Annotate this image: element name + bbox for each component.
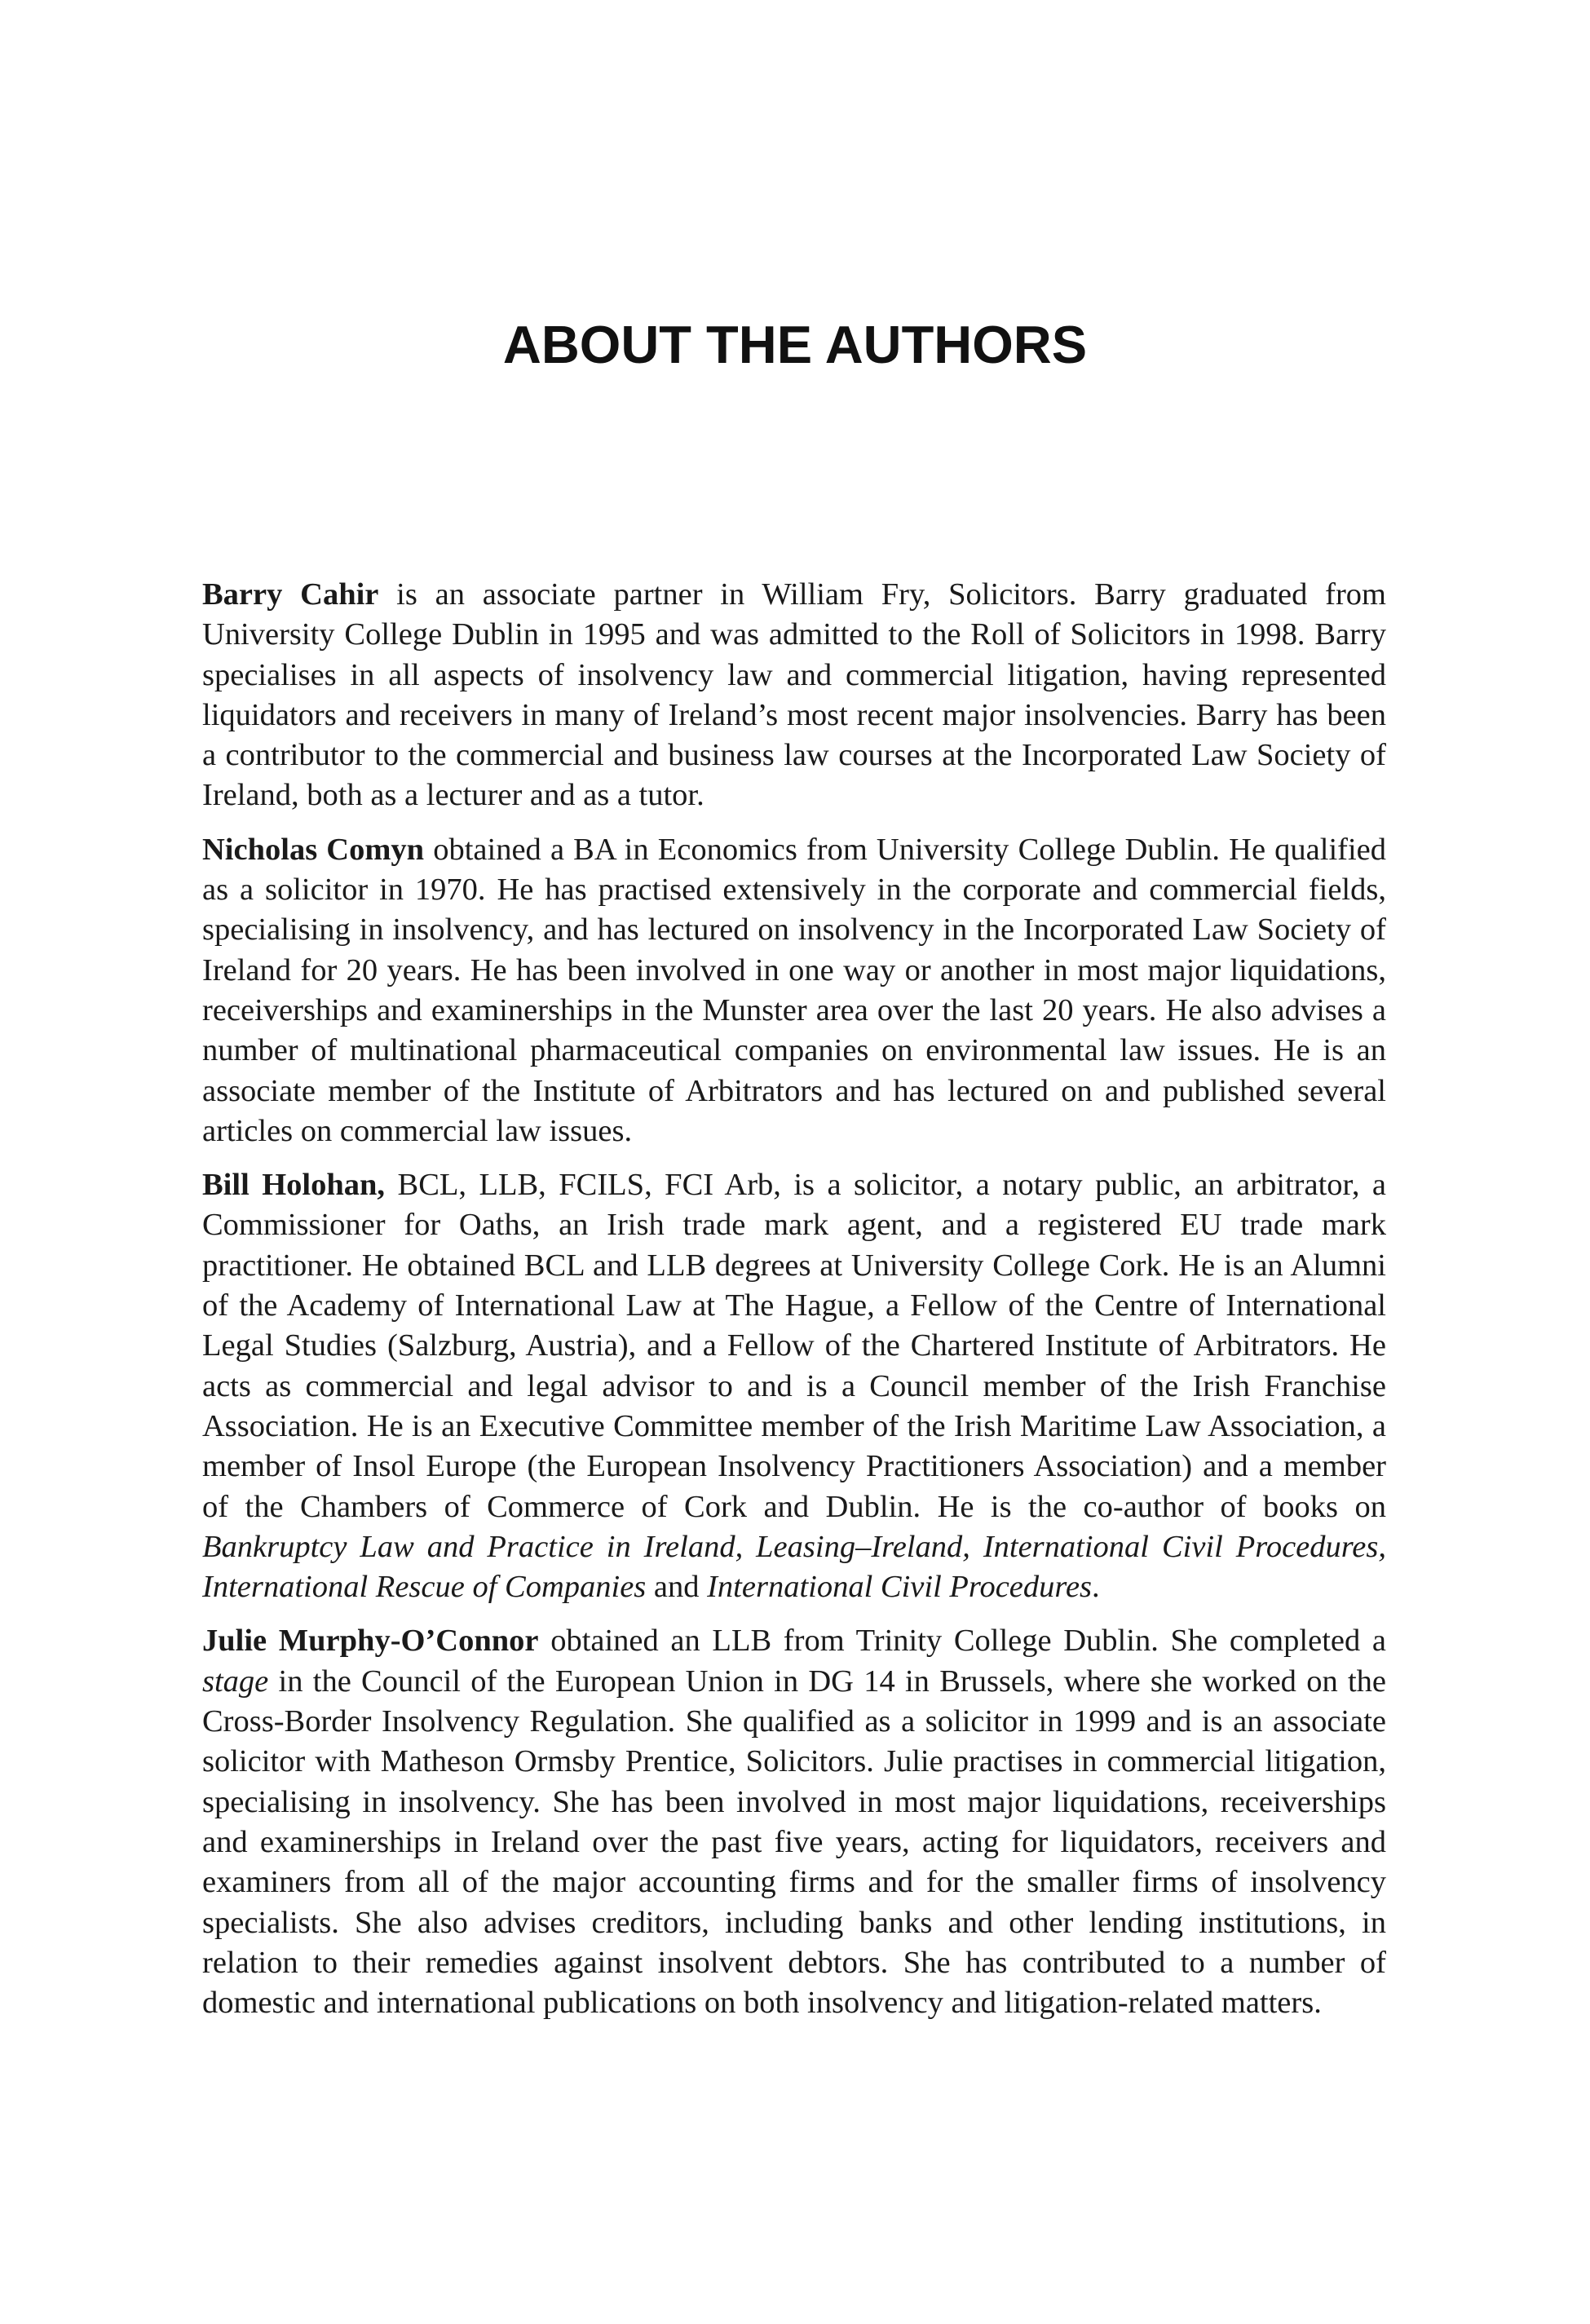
author-bio-julie-murphy-oconnor: [202, 1621, 1386, 2023]
conjunction: and: [646, 1570, 708, 1605]
author-bio-nicholas-comyn: [202, 830, 1386, 1151]
author-bio-barry-cahir: [202, 575, 1386, 816]
page-title: ABOUT THE AUTHORS: [502, 315, 1088, 374]
author-name: Barry Cahir: [202, 577, 379, 612]
author-name: Bill Holohan,: [202, 1168, 386, 1203]
author-bio-text: obtained an LLB from Trinity College Dublin. She completed a: [538, 1624, 1387, 1659]
author-name: Nicholas Comyn: [202, 832, 425, 867]
author-bio-bill-holohan: [202, 1165, 1386, 1607]
author-bio-text: obtained a BA in Economics from University College Dublin. He qualified as a solicitor in 1970. He has practised extensively in the corporate and commercial fields, specialising in insolvency, and has lectured on insolvency in the Incorporated Law Society of Ireland for 20 years. He has been involved in one way or another in most major liquidations, receiverships and examinerships in the Munster area over the last 20 years. He also advises a number of multinational pharmaceutical companies on environmental law issues. He is an associate member of the Institute of Arbitrators and has lectured on and published several articles on commercial law issues.: [202, 832, 1387, 1148]
author-bio-text: BCL, LLB, FCILS, FCI Arb, is a solicitor, a notary public, an arbitrator, a Commissioner for Oaths, an Irish trade mark agent, and a registered EU trade mark practitioner. He obtained BCL and LLB degrees at University College Cork. He is an Alumni of the Academy of International Law at The Hague, a Fellow of the Centre of International Legal Studies (Salzburg, Austria), and a Fellow of the Chartered Institute of Arbitrators. He acts as commercial and legal advisor to and is a Council member of the Irish Franchise Association. He is an Executive Committee member of the Irish Maritime Law Association, a member of Insol Europe (the European Insolvency Practitioners Association) and a member of the Chambers of Commerce of Cork and Dublin. He is the co-author of books on: [202, 1168, 1386, 1524]
stage-term: stage: [202, 1663, 269, 1699]
book-title-last: International Civil Procedures: [707, 1570, 1093, 1605]
author-name: Julie Murphy-O’Connor: [202, 1624, 539, 1659]
author-bios: [202, 575, 1386, 2037]
book-titles: Bankruptcy Law and Practice in Ireland, Leasing–Ireland, International Civil Procedures, International Rescue of Companies: [202, 1529, 1386, 1605]
sentence-end: .: [1092, 1570, 1100, 1605]
author-bio-text: is an associate partner in William Fry, Solicitors. Barry graduated from University College Dublin in 1995 and was admitted to the Roll of Solicitors in 1998. Barry specialises in all aspects of insolvency law and commercial litigation, having represented liquidators and receivers in many of Ireland’s most recent major insolvencies. Barry has been a contributor to the commercial and business law courses at the Incorporated Law Society of Ireland, both as a lecturer and as a tutor.: [202, 577, 1386, 813]
author-bio-text-continued: in the Council of the European Union in DG 14 in Brussels, where she worked on the Cross-Border Insolvency Regulation. She qualified as a solicitor in 1999 and is an associate solicitor with Matheson Ormsby Prentice, Solicitors. Julie practises in commercial litigation, specialising in insolvency. She has been involved in most major liquidations, receiverships and examinerships in Ireland over the past five years, acting for liquidators, receivers and examiners from all of the major accounting firms and for the smaller firms of insolvency specialists. She also advises creditors, including banks and other lending institutions, in relation to their remedies against insolvent debtors. She has contributed to a number of domestic and international publications on both insolvency and litigation-related matters.: [202, 1663, 1386, 2021]
